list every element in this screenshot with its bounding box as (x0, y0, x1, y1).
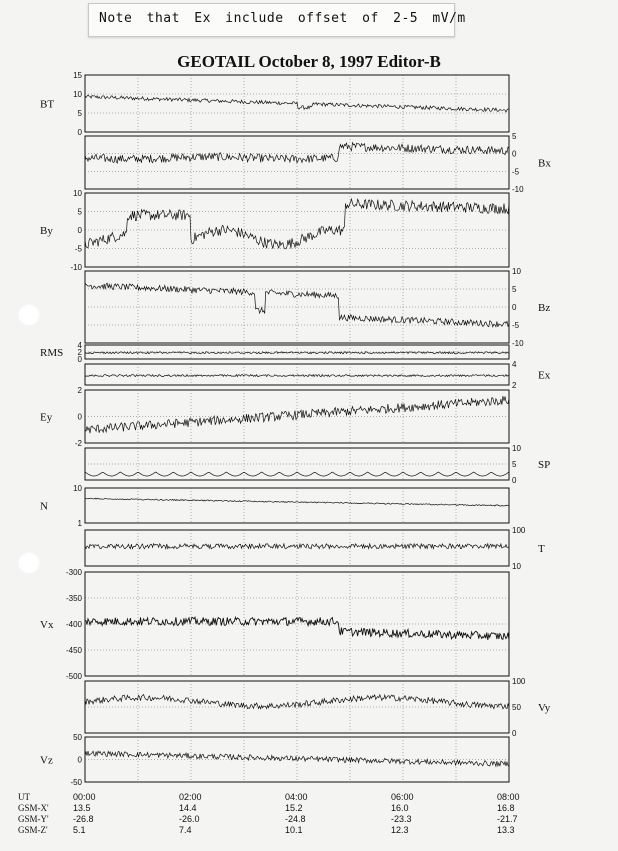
footer-cell-x: 16.8 (497, 803, 515, 813)
tick-label-sp: 10 (512, 444, 521, 453)
tick-label-bt: 15 (73, 71, 82, 80)
tick-label-vx: -400 (65, 620, 82, 629)
tick-label-ex: 4 (512, 360, 517, 369)
panel-frame-n (85, 488, 509, 523)
footer-cell-y: -26.8 (73, 814, 94, 824)
footer-cell-ut: 06:00 (391, 792, 414, 802)
tick-label-rms: 0 (77, 355, 82, 364)
footer-row-label: GSM-X' (18, 803, 49, 813)
tick-label-by: 5 (77, 207, 82, 217)
panel-label-sp: SP (538, 459, 551, 471)
panel-label-bt: BT (40, 98, 55, 111)
tick-label-bx: 0 (512, 149, 517, 159)
footer-cell-y: -23.3 (391, 814, 412, 824)
tick-label-vx: -300 (65, 568, 82, 577)
footer-cell-z: 12.3 (391, 825, 409, 835)
tick-label-rms: 2 (77, 348, 82, 357)
footer-cell-x: 15.2 (285, 803, 303, 813)
footer-cell-ut: 04:00 (285, 792, 308, 802)
tick-label-sp: 5 (512, 460, 517, 469)
tick-label-n: 10 (73, 484, 82, 493)
tick-label-vy: 100 (512, 677, 526, 686)
footer-row-label: GSM-Z' (18, 825, 48, 835)
tick-label-vx: -450 (65, 646, 82, 655)
panel-label-vz: Vz (40, 754, 53, 767)
tick-label-vz: 0 (77, 755, 82, 765)
tick-label-bx: -5 (512, 167, 520, 177)
tick-label-by: -5 (74, 244, 82, 254)
panel-label-rms: RMS (40, 347, 64, 359)
offset-note-text: Note that Ex include offset of 2-5 mV/m (99, 11, 466, 26)
tick-label-vz: 50 (73, 733, 82, 742)
tick-label-vx: -350 (65, 594, 82, 603)
tick-label-ey: -2 (74, 439, 82, 448)
footer-cell-z: 5.1 (73, 825, 86, 835)
series-line-n (85, 498, 509, 506)
tick-label-bz: 5 (512, 285, 517, 294)
panel-label-vx: Vx (40, 619, 54, 631)
chart-title: GEOTAIL October 8, 1997 Editor-B (177, 52, 441, 71)
tick-label-sp: 0 (512, 476, 517, 485)
tick-label-vy: 0 (512, 729, 517, 738)
tick-label-ex: 2 (512, 381, 517, 390)
tick-label-by: 0 (77, 226, 82, 235)
panel-label-n: N (40, 500, 48, 513)
tick-label-ey: 0 (77, 412, 82, 422)
footer-cell-ut: 00:00 (73, 792, 96, 802)
footer-row-label: GSM-Y' (18, 814, 49, 824)
panel-label-t: T (538, 543, 545, 555)
footer-cell-x: 16.0 (391, 803, 409, 813)
footer-cell-x: 13.5 (73, 803, 91, 813)
series-line-bt (85, 95, 509, 112)
tick-label-bt: 10 (73, 90, 82, 99)
footer-cell-y: -24.8 (285, 814, 306, 824)
footer-cell-ut: 02:00 (179, 792, 202, 802)
panel-label-vy: Vy (538, 702, 551, 714)
tick-label-vy: 50 (512, 703, 521, 712)
footer-row-label: UT (18, 792, 30, 802)
tick-label-t: 100 (512, 526, 526, 535)
tick-label-by: -10 (70, 263, 82, 272)
tick-label-rms: 4 (77, 341, 82, 350)
panel-label-ex: Ex (538, 369, 551, 382)
footer-cell-x: 14.4 (179, 803, 197, 813)
tick-label-n: 1 (77, 519, 82, 528)
tick-label-vx: -500 (65, 672, 82, 681)
tick-label-by: 10 (73, 189, 82, 198)
footer-cell-z: 10.1 (285, 825, 303, 835)
footer-cell-ut: 08:00 (497, 792, 520, 802)
footer-cell-y: -21.7 (497, 814, 518, 824)
tick-label-t: 10 (512, 562, 521, 571)
panel-label-by: By (40, 225, 53, 237)
panel-label-ey: Ey (40, 411, 53, 424)
footer-cell-y: -26.0 (179, 814, 200, 824)
tick-label-bt: 0 (77, 128, 82, 137)
tick-label-ey: 2 (77, 386, 82, 395)
tick-label-bx: 5 (512, 132, 517, 141)
tick-label-bz: -5 (512, 321, 520, 330)
tick-label-bx: -10 (512, 185, 524, 194)
tick-label-bz: 0 (512, 303, 517, 312)
footer-cell-z: 13.3 (497, 825, 515, 835)
series-line-t (85, 544, 509, 549)
tick-label-bz: 10 (512, 267, 521, 276)
panel-label-bx: Bx (538, 157, 551, 170)
tick-label-bt: 5 (77, 109, 82, 118)
tick-label-vz: -50 (70, 778, 82, 787)
footer-cell-z: 7.4 (179, 825, 192, 835)
panel-label-bz: Bz (538, 302, 551, 314)
tick-label-bz: -10 (512, 339, 524, 348)
